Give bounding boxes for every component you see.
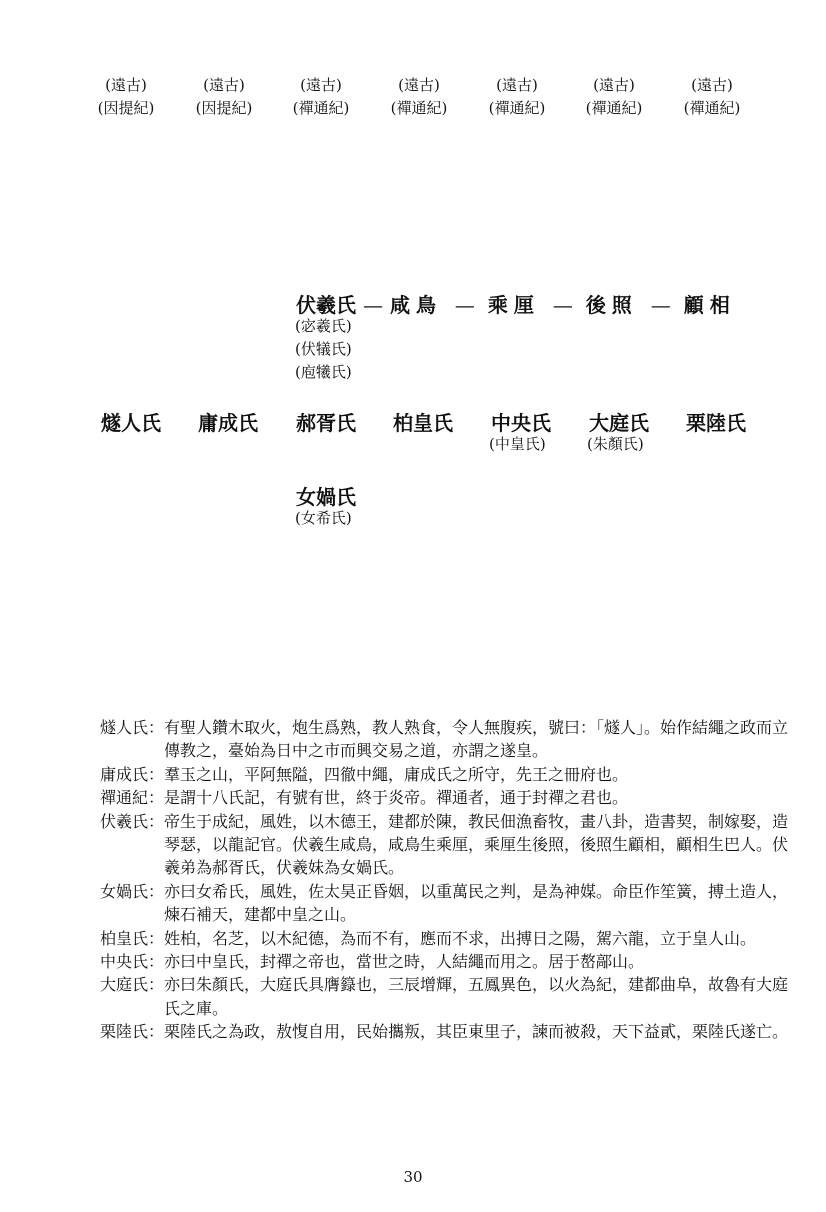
era-label-bottom: (因提紀) — [97, 99, 155, 117]
notes-section — [100, 716, 790, 1044]
era-label-3 — [276, 74, 366, 120]
note-term: 燧人氏： — [100, 718, 165, 737]
note-item — [100, 716, 790, 763]
clan-lilu: 栗陸氏 — [686, 411, 746, 435]
fuxi-alt-name: (庖犧氏) — [295, 363, 352, 381]
era-label-top: (遠古) — [203, 76, 245, 94]
note-text: 栗陸氏之為政，敖愎自用，民始攜叛，其臣東里子，諫而被殺，天下益貳，栗陸氏遂亡。 — [164, 1022, 789, 1042]
era-label-bottom: (禪通紀) — [292, 99, 350, 117]
note-item — [100, 973, 790, 1020]
era-label-top: (遠古) — [496, 76, 538, 94]
era-label-top: (遠古) — [398, 76, 440, 94]
clan-dating-alt: (朱顏氏) — [587, 435, 644, 453]
era-label-bottom: (禪通紀) — [585, 99, 643, 117]
clan-nuwa: 女媧氏 — [296, 485, 356, 509]
note-text: 亦曰女希氏，風姓，佐太昊正昏姻，以重萬民之判，是為神媒。命臣作笙簧，搏土造人，煉石補天，建都中皇之山。 — [164, 881, 789, 925]
lineage-separator: — — [650, 293, 671, 317]
note-item — [100, 786, 790, 809]
era-label-top: (遠古) — [105, 76, 147, 94]
era-label-bottom: (因提紀) — [195, 99, 253, 117]
note-term: 大庭氏： — [100, 975, 165, 995]
fuxi-alt-name: (伏犠氏) — [295, 340, 352, 358]
note-term: 柏皇氏： — [100, 928, 165, 948]
note-item — [100, 810, 790, 880]
note-term: 伏羲氏： — [100, 811, 165, 831]
note-text: 是謂十八氏記，有號有世，終于炎帝。禪通者，通于封禪之君也。 — [164, 788, 629, 808]
lineage-name: 後照 — [585, 293, 638, 317]
fuxi-lineage — [296, 289, 736, 318]
era-label-top: (遠古) — [691, 76, 733, 94]
note-text: 羣玉之山，平阿無隘，四徹中繩，庸成氏之所守，先王之冊府也。 — [164, 764, 629, 784]
lineage-separator: — — [454, 293, 475, 317]
clan-yongcheng: 庸成氏 — [198, 411, 258, 435]
clan-zhongyang: 中央氏 — [491, 411, 551, 435]
clan-baihuang: 柏皇氏 — [393, 411, 453, 435]
era-label-bottom: (禪通紀) — [683, 99, 741, 117]
note-item — [100, 950, 790, 973]
era-label-1 — [81, 74, 171, 120]
lineage-separator: — — [362, 293, 383, 317]
era-label-5 — [472, 74, 562, 120]
lineage-name: 咸鳥 — [389, 293, 442, 317]
note-term: 禪通紀： — [100, 788, 165, 808]
era-label-top: (遠古) — [300, 76, 342, 94]
clan-haoxu: 郝胥氏 — [296, 411, 356, 435]
page-number: 30 — [403, 1168, 423, 1186]
note-term: 中央氏： — [100, 952, 165, 972]
note-text: 亦曰中皇氏，封禪之帝也，當世之時，人結繩而用之。居于嶅鄗山。 — [164, 952, 645, 972]
era-label-top: (遠古) — [593, 76, 635, 94]
clan-nuwa-alt: (女希氏) — [295, 509, 352, 527]
fuxi-alt-name: (宓羲氏) — [295, 317, 352, 335]
note-text: 姓柏，名芝，以木紀德，為而不有，應而不求，出搏日之陽，駕六龍，立于皇人山。 — [164, 928, 757, 948]
note-term: 栗陸氏： — [100, 1022, 165, 1042]
lineage-name: 伏羲氏 — [296, 293, 356, 317]
note-item — [100, 880, 790, 927]
clan-zhongyang-alt: (中皇氏) — [489, 435, 546, 453]
lineage-name: 顧相 — [683, 293, 736, 317]
note-term: 女媧氏： — [100, 881, 165, 901]
era-label-4 — [374, 74, 464, 120]
note-item — [100, 927, 790, 950]
note-item — [100, 763, 790, 786]
note-term: 庸成氏： — [100, 764, 165, 784]
era-label-7 — [667, 74, 757, 120]
era-label-6 — [569, 74, 659, 120]
era-label-bottom: (禪通紀) — [390, 99, 448, 117]
era-label-bottom: (禪通紀) — [488, 99, 546, 117]
fuxi-alt-names — [295, 315, 352, 384]
lineage-name: 乘厘 — [487, 293, 540, 317]
note-text: 有聖人鑽木取火，炮生爲熟，教人熟食，令人無腹疾，號曰：「燧人」。始作結繩之政而立傳教之，臺始為日中之市而興交易之道，亦謂之遂皇。 — [164, 718, 789, 761]
lineage-separator: — — [552, 293, 573, 317]
clan-suiren: 燧人氏 — [101, 411, 161, 435]
note-text: 亦曰朱顏氏，大庭氏具膺籙也，三辰增輝，五鳳異色，以火為紀，建都曲阜，故魯有大庭氏之庫。 — [164, 975, 789, 1018]
note-item — [100, 1020, 790, 1043]
note-text: 帝生于成紀，風姓，以木德王，建都於陳，教民佃漁畜牧，畫八卦，造書契，制嫁娶，造琴瑟，以龍記官。伏羲生咸鳥，咸鳥生乘厘，乘厘生後照，後照生顧相，顧相生巴人。伏羲弟為郝胥氏，伏羲妹為女媧氏。 — [164, 811, 789, 878]
era-label-2 — [179, 74, 269, 120]
clan-dating: 大庭氏 — [589, 411, 649, 435]
